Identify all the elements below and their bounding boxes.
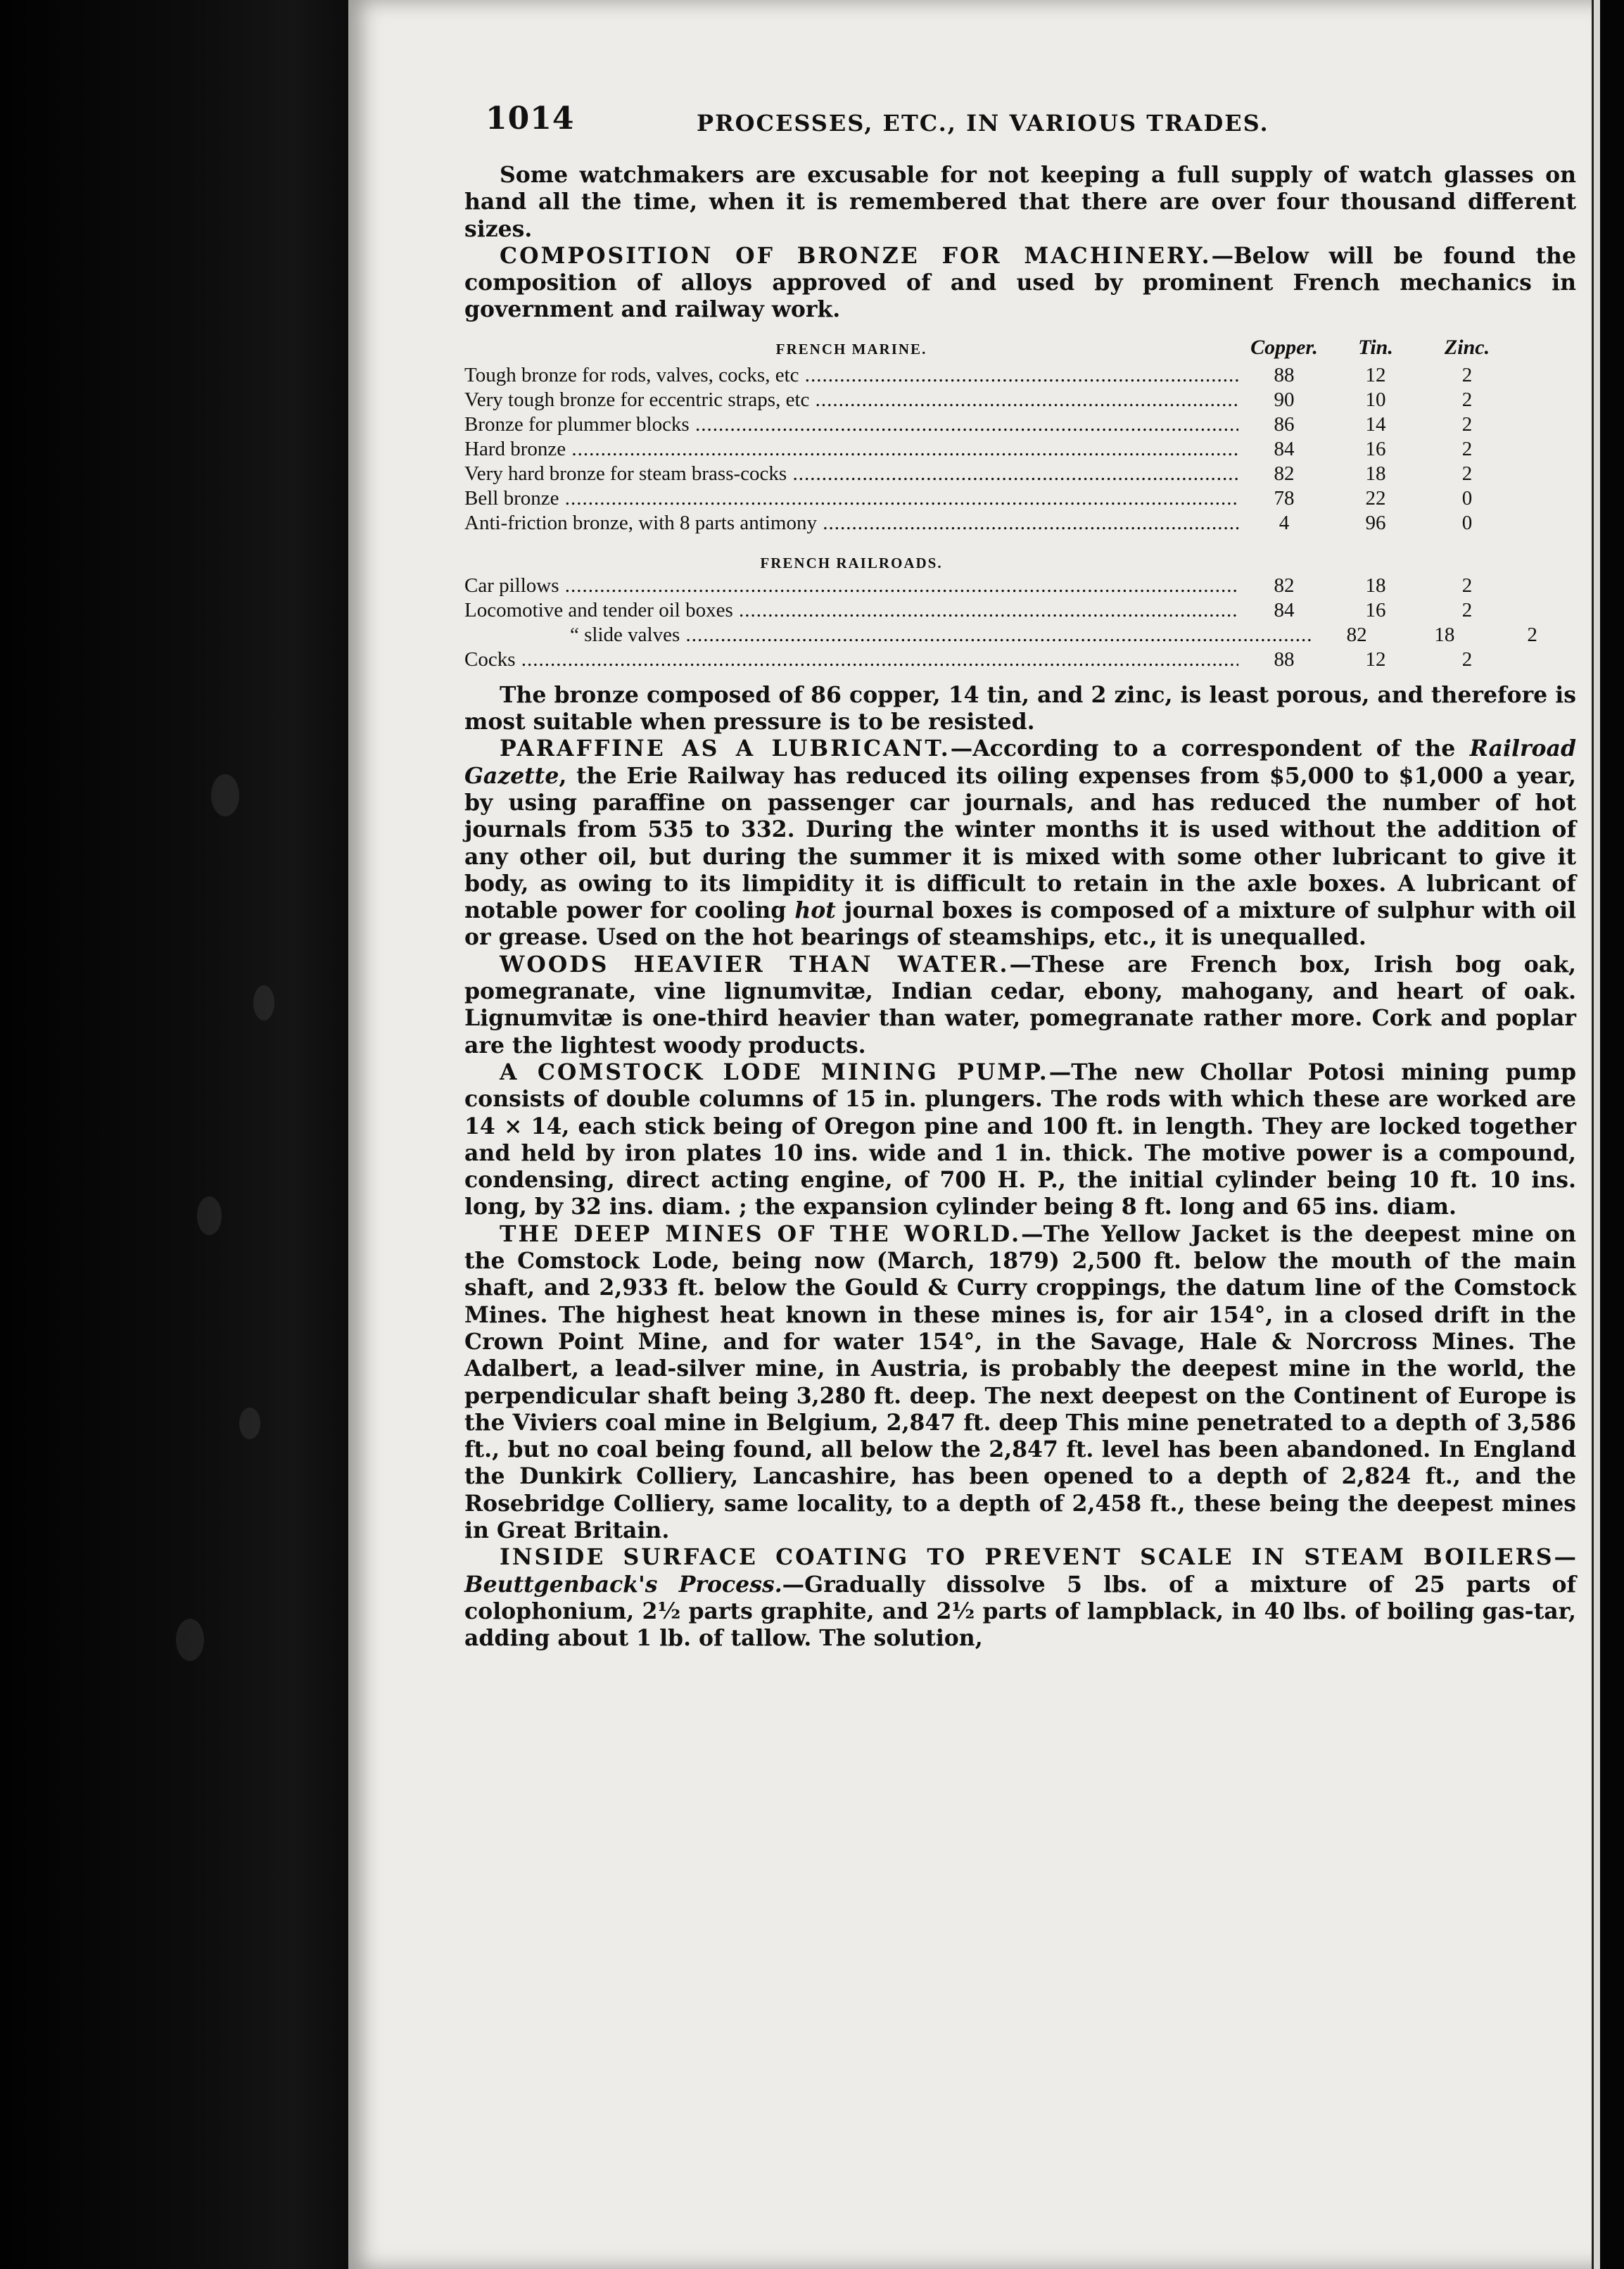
woods-heading: WOODS HEAVIER THAN WATER.: [500, 951, 1010, 978]
column-header-tin: Tin.: [1358, 335, 1393, 359]
table-row: [464, 437, 1576, 462]
table-caption-railroads: FRENCH RAILROADS.: [760, 554, 943, 571]
table-row: [464, 647, 1576, 672]
spine-speck: [253, 985, 274, 1020]
cell-tin: 22: [1365, 486, 1386, 510]
woods-paragraph: [464, 952, 1576, 1059]
paraffine-heading: PARAFFINE AS A LUBRICANT.: [500, 735, 951, 762]
cell-tin: 10: [1365, 388, 1386, 411]
coating-heading: INSIDE SURFACE COATING TO PREVENT SCALE IN STEAM BOILERS: [500, 1544, 1554, 1571]
running-head: [464, 101, 1576, 162]
mines-text: —The Yellow Jacket is the deepest mine on the Comstock Lode, being now (March, 1879) 2,500 ft. below the mouth of the main shaft, and 2,933 ft. below the Gould & Curry croppings, the datum line of the Comstock Mines. The highest heat known in these mines is, for air 154°, in a closed drift in the Crown Point Mine, and for water 154°, in the Savage, Hale & Norcross Mines. The Adalbert, a lead-silver mine, in Austria, is probably the deepest mine in the world, the perpendicular shaft being 3,280 ft. deep. The next deepest on the Continent of Europe is the Viviers coal mine in Belgium, 2,847 ft. deep This mine penetrated to a depth of 3,586 ft., but no coal being found, all below the 2,847 ft. level has been abandoned. In England the Dunkirk Colliery, Lancashire, has been opened to a depth of 2,824 ft., and the Rosebridge Colliery, same locality, to a depth of 2,458 ft., these being the deepest mines in Great Britain.: [464, 1220, 1576, 1543]
bronze-paragraph: [464, 243, 1576, 324]
cell-copper: 90: [1274, 388, 1295, 411]
paraffine-text-1: —According to a correspondent of the: [950, 735, 1470, 762]
intro-paragraph: Some watchmakers are excusable for not keeping a full supply of watch glasses on hand all the time, when it is remembered that there are over four thousand different sizes.: [464, 162, 1576, 242]
spine-speck: [211, 774, 239, 816]
row-label: Car pillows .....: [464, 574, 1238, 598]
cell-zinc: 2: [1461, 388, 1473, 411]
cell-zinc: 2: [1461, 412, 1473, 436]
row-label: Anti-friction bronze, with 8 parts antimony .....: [464, 511, 1238, 536]
table-row: [464, 623, 1576, 647]
row-label: Very tough bronze for eccentric straps, etc .....: [464, 388, 1238, 412]
cell-tin: 18: [1365, 462, 1386, 485]
row-label: Cocks .....: [464, 647, 1238, 672]
cell-tin: 16: [1365, 598, 1386, 621]
cell-tin: 12: [1365, 647, 1386, 671]
cell-tin: 12: [1365, 363, 1386, 386]
mines-heading: THE DEEP MINES OF THE WORLD.: [500, 1220, 1022, 1247]
pump-heading: A COMSTOCK LODE MINING PUMP.: [500, 1058, 1049, 1085]
cell-zinc: 2: [1461, 363, 1473, 386]
cell-copper: 88: [1274, 363, 1295, 386]
pump-paragraph: [464, 1059, 1576, 1221]
column-header-zinc: Zinc.: [1444, 335, 1490, 359]
paraffine-paragraph: [464, 735, 1576, 951]
coating-text: —Gradually dissolve 5 lbs. of a mixture of 25 parts of colophonium, 2½ parts graphite, and 2½ parts of lampblack, in 40 lbs. of boiling gas-tar, adding about 1 lb. of tallow. The solution,: [464, 1571, 1577, 1652]
table-row: [464, 388, 1576, 412]
cell-tin: 16: [1365, 437, 1386, 460]
row-label: Hard bronze .....: [464, 437, 1238, 462]
cell-zinc: 2: [1461, 437, 1473, 460]
right-border: [1600, 0, 1624, 2269]
table-row: [464, 462, 1576, 486]
coating-dash: —: [1554, 1544, 1576, 1571]
cell-copper: 4: [1279, 511, 1290, 534]
cell-tin: 14: [1365, 412, 1386, 436]
cell-zinc: 2: [1527, 623, 1537, 646]
table-row: [464, 363, 1576, 388]
cell-zinc: 2: [1461, 598, 1473, 621]
cell-zinc: 0: [1461, 486, 1473, 510]
cell-zinc: 2: [1461, 462, 1473, 485]
cell-zinc: 2: [1461, 574, 1473, 597]
row-label: “ slide valves .....: [464, 623, 1313, 647]
bronze-table: [464, 335, 1576, 672]
cell-copper: 88: [1274, 647, 1295, 671]
table-row: [464, 598, 1576, 623]
page-content: [464, 101, 1577, 1652]
railroad-gazette-title: Railroad Gazette: [464, 735, 1576, 789]
bronze-heading: COMPOSITION OF BRONZE FOR MACHINERY.: [500, 242, 1212, 269]
bronze-text: —Below will be found the composition of alloys approved of and used by prominent French mechanics in government and railway work.: [464, 242, 1576, 323]
woods-text: —These are French box, Irish bog oak, pomegranate, vine lignumvitæ, Indian cedar, ebony, mahogany, and heart of oak. Lignumvitæ is one-third heavier than water, pomegranate rather more. Cork and poplar are the lightest woody products.: [464, 951, 1576, 1058]
cell-copper: 86: [1274, 412, 1295, 436]
spine-speck: [239, 1408, 260, 1439]
row-label: Tough bronze for rods, valves, cocks, etc .....: [464, 363, 1238, 388]
column-header-copper: Copper.: [1250, 335, 1318, 359]
row-label: Locomotive and tender oil boxes .....: [464, 598, 1238, 623]
cell-copper: 78: [1274, 486, 1295, 510]
paraffine-text-2: , the Erie Railway has reduced its oiling expenses from $5,000 to $1,000 a year, by using paraffine on passenger car journals, and has reduced the number of hot journals from 535 to 332. During the winter months it is used without the addition of any other oil, but during the summer it is mixed with some other lubricant to give it body, as owing to its limpidity it is difficult to retain in the axle boxes. A lubricant of notable power for cooling: [464, 762, 1576, 924]
table-row: [464, 412, 1576, 437]
mines-paragraph: [464, 1221, 1576, 1545]
pump-text: —The new Chollar Potosi mining pump consists of double columns of 15 in. plungers. The rods with which these are worked are 14 × 14, each stick being of Oregon pine and 100 ft. in length. They are locked together and held by iron plates 10 ins. wide and 1 in. thick. The motive power is a compound, condensing, direct acting engine, of 700 H. P., the initial cylinder being 10 ft. 10 ins. long, by 32 ins. diam. ; the expansion cylinder being 8 ft. long and 65 ins. diam.: [464, 1058, 1577, 1220]
row-label: Bell bronze .....: [464, 486, 1238, 511]
coating-paragraph: [464, 1544, 1576, 1652]
table-row: [464, 574, 1576, 598]
cell-copper: 84: [1274, 437, 1295, 460]
cell-tin: 18: [1434, 623, 1455, 646]
row-label: Very hard bronze for steam brass-cocks .....: [464, 462, 1238, 486]
table-caption-marine: FRENCH MARINE.: [775, 340, 927, 358]
table-header-row: [464, 335, 1576, 363]
bronze-after-table: The bronze composed of 86 copper, 14 tin, and 2 zinc, is least porous, and therefore is most suitable when pressure is to be resisted.: [464, 681, 1576, 735]
cell-tin: 18: [1365, 574, 1386, 597]
cell-zinc: 0: [1461, 511, 1473, 534]
paraffine-hot-word: hot: [794, 897, 836, 924]
running-title: PROCESSES, ETC., IN VARIOUS TRADES.: [697, 110, 1269, 137]
spine-speck: [176, 1619, 204, 1661]
cell-tin: 96: [1365, 511, 1386, 534]
coating-process-name: Beuttgenback's Process.: [464, 1571, 782, 1598]
table-row: [464, 486, 1576, 511]
cell-copper: 84: [1274, 598, 1295, 621]
cell-zinc: 2: [1461, 647, 1473, 671]
spine-speck: [197, 1196, 222, 1235]
cell-copper: 82: [1274, 574, 1295, 597]
page-number: 1014: [486, 101, 575, 137]
cell-copper: 82: [1274, 462, 1295, 485]
book-spine-shadow: [0, 0, 366, 2269]
row-label: Bronze for plummer blocks .....: [464, 412, 1238, 437]
cell-copper: 82: [1346, 623, 1367, 646]
table-row: [464, 511, 1576, 536]
paraffine-text-3: journal boxes is composed of a mixture of sulphur with oil or grease. Used on the hot bearings of steamships, etc., it is unequalled.: [464, 897, 1577, 951]
